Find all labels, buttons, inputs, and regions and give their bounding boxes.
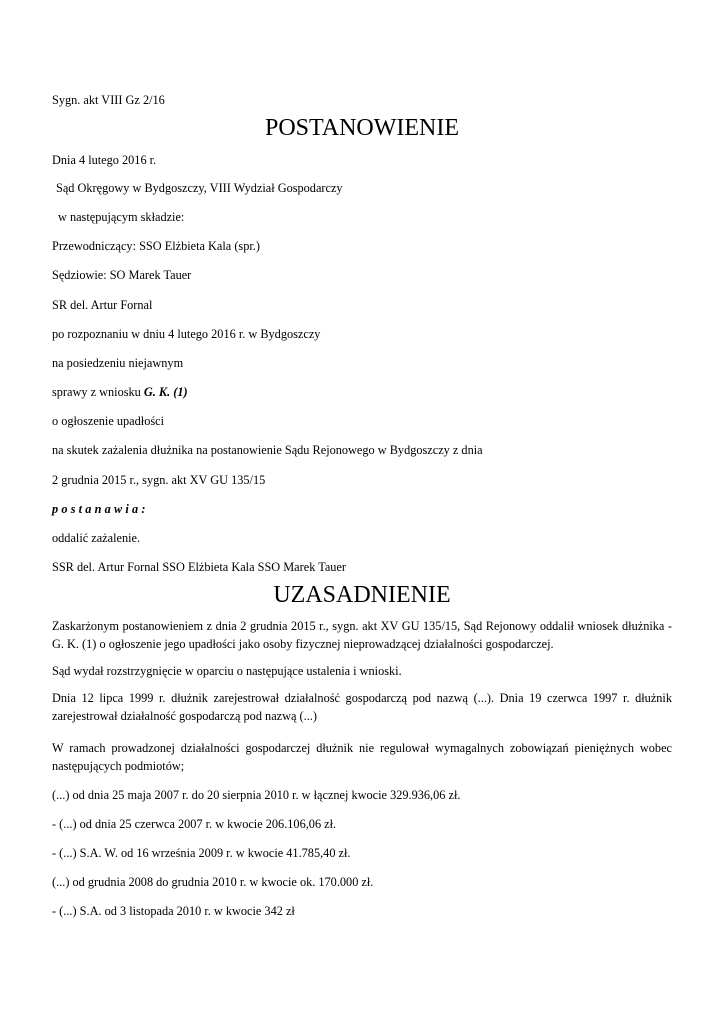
list-item: - (...) S.A. od 3 listopada 2010 r. w kwocie 342 zł xyxy=(52,904,295,918)
list-item: - (...) od dnia 25 czerwca 2007 r. w kwocie 206.106,06 zł. xyxy=(52,817,337,831)
judge-two: SR del. Artur Fornal xyxy=(52,298,153,312)
decision-date: Dnia 4 lutego 2016 r. xyxy=(52,153,157,167)
list-item: (...) od grudnia 2008 do grudnia 2010 r. w kwocie ok. 170.000 zł. xyxy=(52,875,374,889)
justification-paragraph-1: Zaskarżonym postanowieniem z dnia 2 grudnia 2015 r., sygn. akt XV GU 135/15, Sąd Rejonowy oddalił wniosek dłużnika - G. K. (1) o ogłoszenie jego upadłości jako osoby fizycznej nieprowadzącej działalności gospodarczej. xyxy=(52,619,672,651)
signatories: SSR del. Artur Fornal SSO Elżbieta Kala SSO Marek Tauer xyxy=(52,560,347,574)
chair-judge: Przewodniczący: SSO Elżbieta Kala (spr.) xyxy=(52,239,260,253)
justification-paragraph-3: Dnia 12 lipca 1999 r. dłużnik zarejestrował działalność gospodarczą pod nazwą (...). Dnia 19 czerwca 1997 r. dłużnik zarejestrował działalność gospodarczą pod nazwą (...) xyxy=(52,691,672,723)
applicant-name: G. K. (1) xyxy=(143,385,188,399)
case-subject: o ogłoszenie upadłości xyxy=(52,414,165,428)
justification-paragraph-4: W ramach prowadzonej działalności gospodarczej dłużnik nie regulował wymagalnych zobowiązań pieniężnych wobec następujących podmiotów; xyxy=(52,741,672,773)
justification-title: UZASADNIENIE xyxy=(273,582,451,608)
list-item: - (...) S.A. W. od 16 września 2009 r. w kwocie 41.785,40 zł. xyxy=(52,846,351,860)
ruling-text: oddalić zażalenie. xyxy=(52,531,141,545)
appeal-line-1: na skutek zażalenia dłużnika na postanowienie Sądu Rejonowego w Bydgoszczy z dnia xyxy=(52,443,483,457)
justification-paragraph-2: Sąd wydał rozstrzygnięcie w oparciu o następujące ustalenia i wnioski. xyxy=(52,664,402,678)
appeal-line-2: 2 grudnia 2015 r., sygn. akt XV GU 135/15 xyxy=(52,473,266,487)
hearing-line: po rozpoznaniu w dniu 4 lutego 2016 r. w Bydgoszczy xyxy=(52,327,321,341)
list-item: (...) od dnia 25 maja 2007 r. do 20 sierpnia 2010 r. w łącznej kwocie 329.936,06 zł. xyxy=(52,788,461,802)
case-line xyxy=(52,384,188,400)
composition-intro: w następującym składzie: xyxy=(58,210,185,224)
document-title: POSTANOWIENIE xyxy=(264,115,460,141)
judges-line: Sędziowie: SO Marek Tauer xyxy=(52,268,192,282)
case-signature: Sygn. akt VIII Gz 2/16 xyxy=(52,93,165,107)
resolves-heading: postanawia: xyxy=(52,502,149,516)
session-line: na posiedzeniu niejawnym xyxy=(52,356,184,370)
court-name: Sąd Okręgowy w Bydgoszczy, VIII Wydział Gospodarczy xyxy=(56,181,343,195)
case-prefix: sprawy z wniosku xyxy=(52,385,144,399)
